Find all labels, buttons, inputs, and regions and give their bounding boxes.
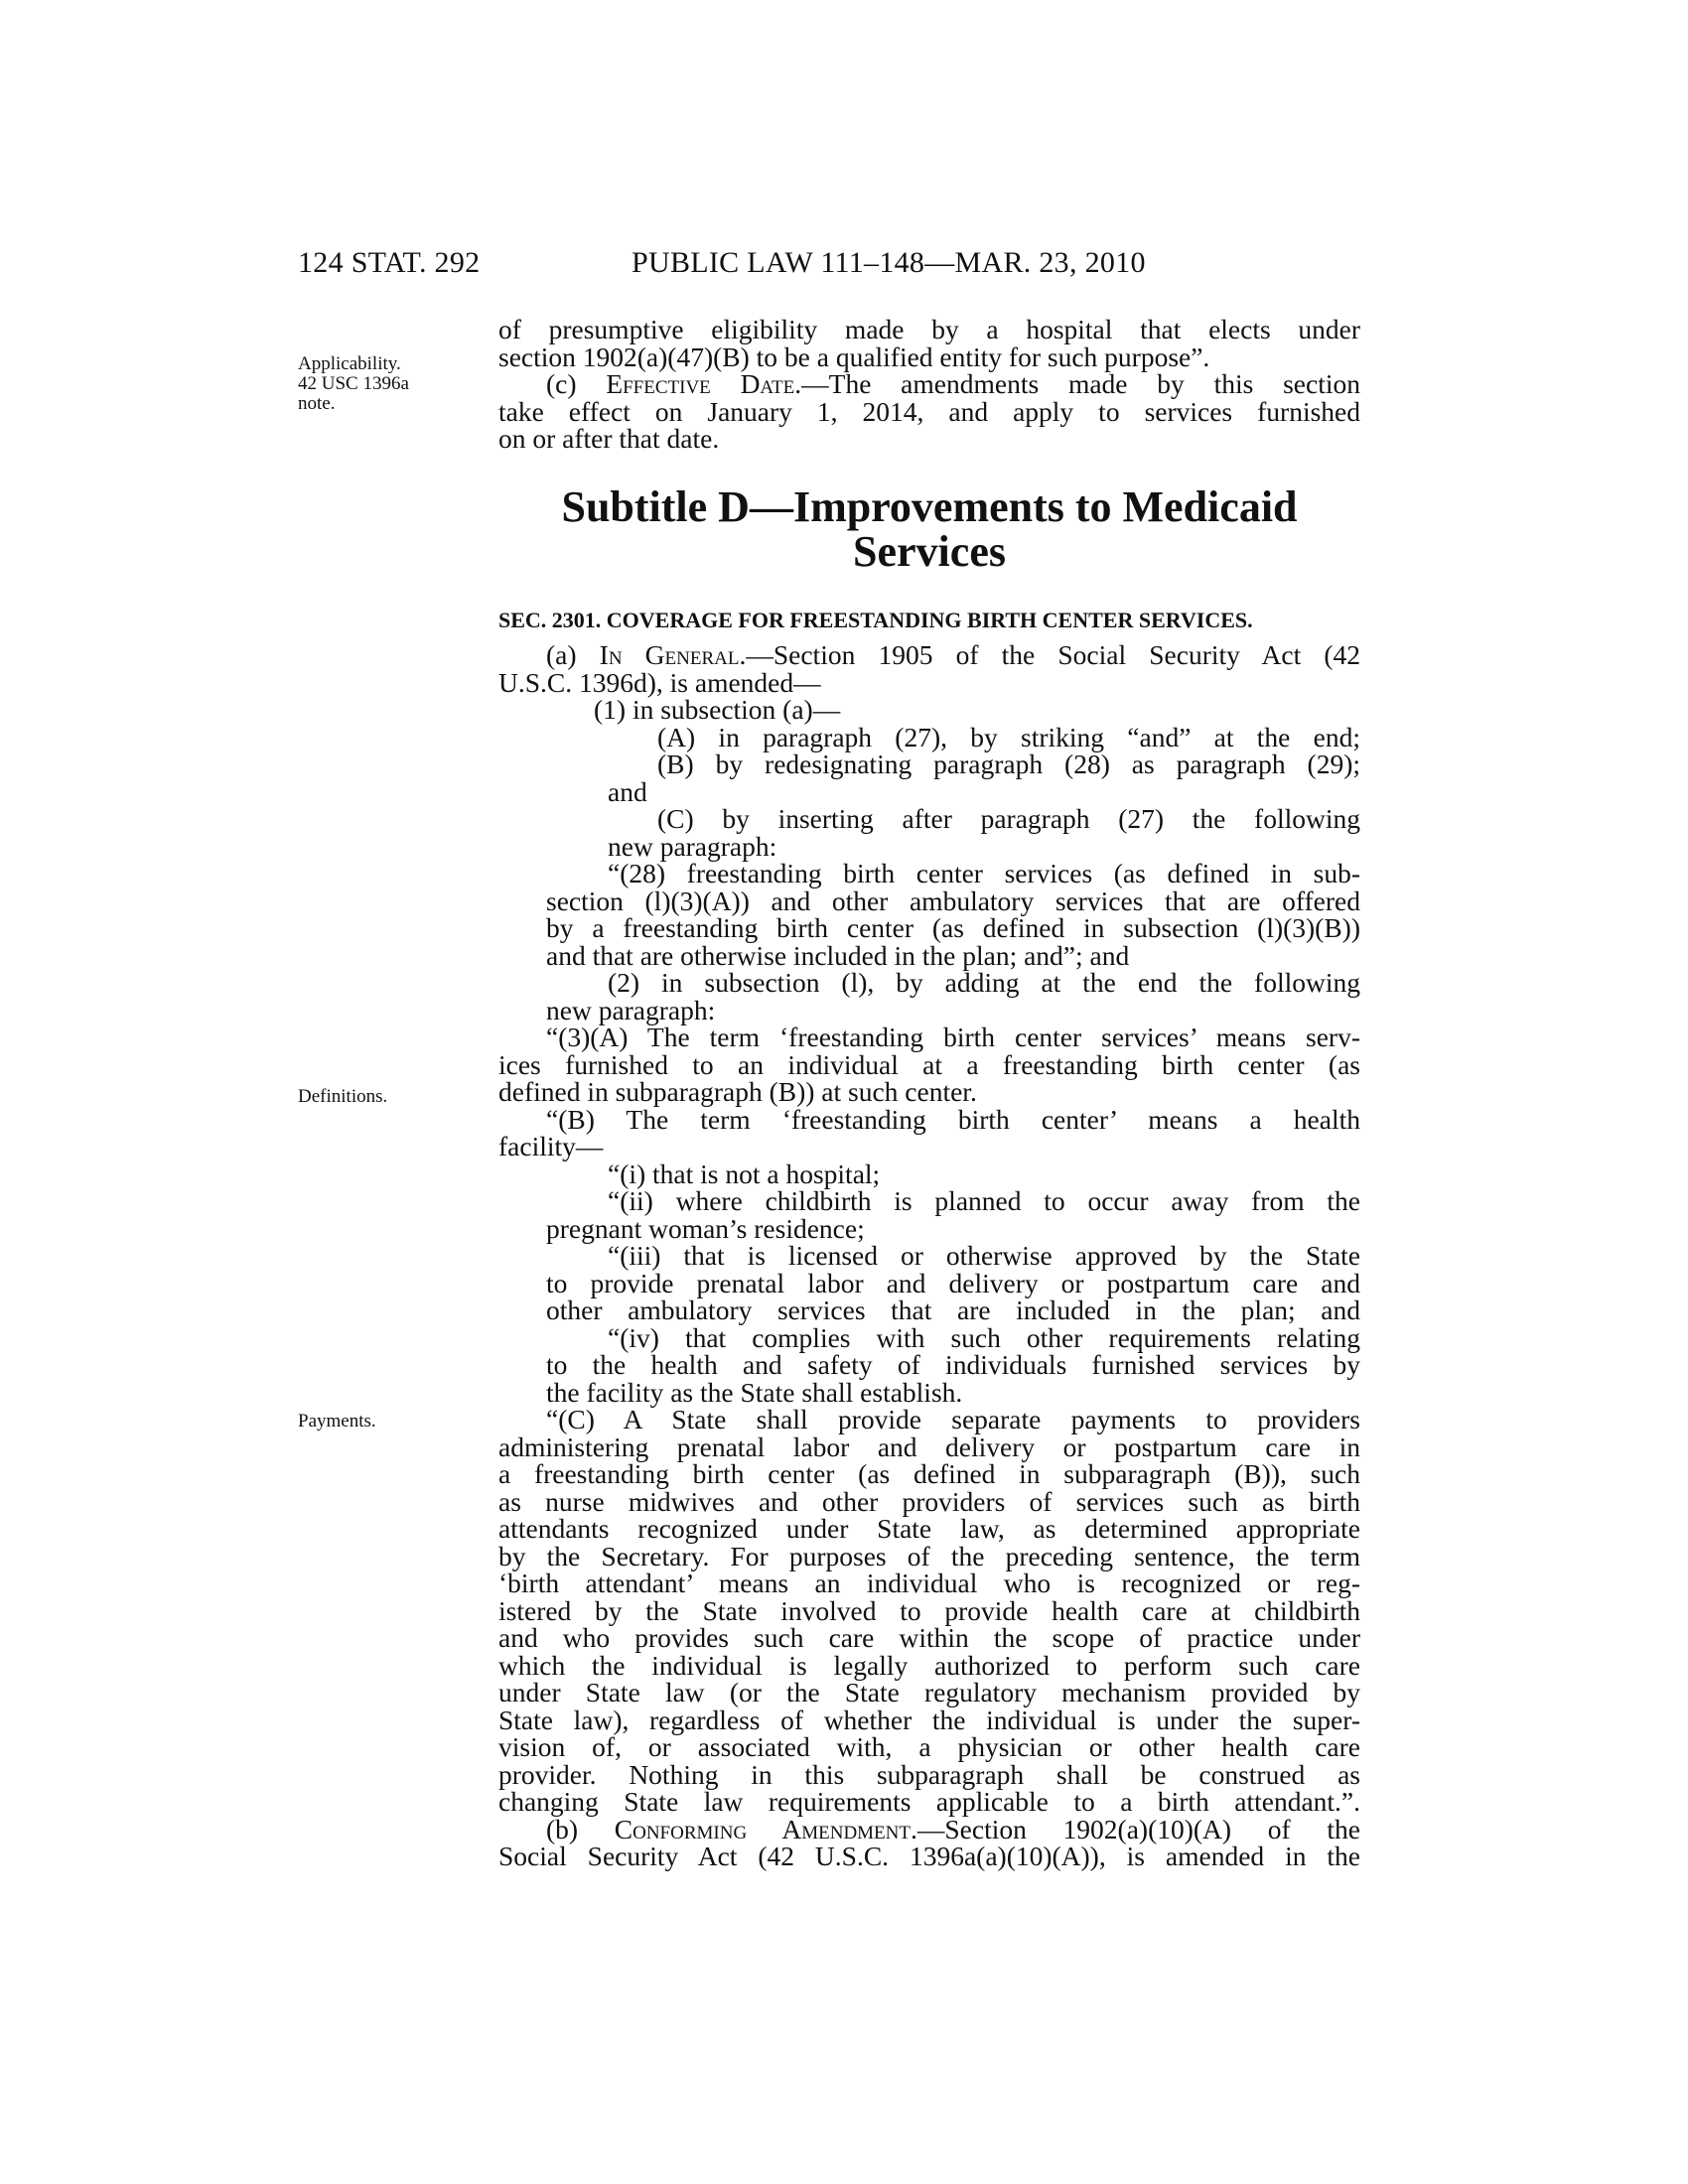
text-line: under State law (or the State regulatory mechanism provided by	[498, 1677, 1360, 1707]
text-line: “(3)(A) The term ‘freestanding birth center services’ means serv-	[546, 1022, 1360, 1052]
text-line: and that are otherwise included in the plan; and”; and	[546, 939, 1130, 971]
text-line: “(i) that is not a hospital;	[608, 1158, 881, 1189]
text: —The amendments made by this section	[801, 368, 1360, 399]
in-general-heading: In General.	[599, 639, 747, 670]
page-reference: 124 STAT. 292	[298, 246, 481, 279]
text-line: as nurse midwives and other providers of services such as birth	[498, 1485, 1360, 1517]
text-line: by a freestanding birth center (as defined in subsection (l)(3)(B))	[546, 912, 1360, 943]
text-line: new paragraph:	[608, 830, 777, 862]
text-line: which the individual is legally authorized to perform such care	[498, 1649, 1360, 1681]
subsection-a	[498, 641, 1360, 669]
section-body	[498, 641, 1360, 1870]
text-line: and	[608, 775, 647, 807]
text-line: (1) in subsection (a)—	[594, 694, 841, 725]
text-line: “(B) The term ‘freestanding birth center’ means a health	[546, 1103, 1360, 1135]
text-line: “(28) freestanding birth center services (as defined in sub-	[608, 858, 1360, 888]
margin-note-applicability	[298, 354, 457, 414]
text-line: section 1902(a)(47)(B) to be a qualified entity for such purpose”.	[498, 341, 1210, 372]
running-header: PUBLIC LAW 111–148—MAR. 23, 2010	[632, 246, 1146, 279]
text-line: (2) in subsection (l), by adding at the end the following	[608, 967, 1360, 998]
text-line: and who provides such care within the scope of practice under	[498, 1622, 1360, 1653]
text-line: other ambulatory services that are included in the plan; and	[546, 1295, 1360, 1325]
label: (b)	[546, 1813, 615, 1844]
text-line: (B) by redesignating paragraph (28) as paragraph (29);	[657, 749, 1360, 779]
text-line: “(iv) that complies with such other requirements relating	[608, 1321, 1360, 1353]
effective-date-heading: Effective Date.	[606, 368, 802, 399]
text-line: facility—	[498, 1131, 604, 1161]
label: (c)	[546, 368, 607, 399]
effective-date-paragraph	[498, 370, 1360, 398]
text-line: attendants recognized under State law, as determined appropriate	[498, 1513, 1360, 1544]
text-line: changing State law requirements applicable to a birth attendant.”.	[498, 1786, 1360, 1817]
text-line: take effect on January 1, 2014, and apply to services furnished	[498, 395, 1360, 427]
margin-note-applicability-label: Applicability.	[298, 353, 401, 374]
subtitle-line: Subtitle D—Improvements to Medicaid	[561, 482, 1298, 531]
section-heading: SEC. 2301. COVERAGE FOR FREESTANDING BIRTH CENTER SERVICES.	[498, 608, 1253, 632]
label: (a)	[546, 639, 600, 670]
text-line: istered by the State involved to provide health care at childbirth	[498, 1594, 1360, 1626]
text-line: by the Secretary. For purposes of the preceding sentence, the term	[498, 1540, 1360, 1571]
text-line: “(C) A State shall provide separate payments to providers	[546, 1404, 1360, 1434]
text-line: provider. Nothing in this subparagraph shall be construed as	[498, 1758, 1360, 1790]
text-line: the facility as the State shall establish.	[546, 1376, 963, 1408]
text-line: to provide prenatal labor and delivery or postpartum care and	[546, 1267, 1360, 1298]
text: —Section 1905 of the Social Security Act (42	[746, 639, 1360, 670]
margin-note-payments: Payments.	[298, 1411, 376, 1432]
margin-note-note: note.	[298, 393, 336, 414]
text-line: new paragraph:	[546, 994, 716, 1025]
subsection-b	[498, 1813, 1360, 1844]
continued-text	[498, 316, 1360, 453]
text-line: ‘birth attendant’ means an individual who is recognized or reg-	[498, 1568, 1360, 1598]
subtitle-heading	[498, 484, 1360, 574]
text-line: State law), regardless of whether the individual is under the super-	[498, 1704, 1360, 1735]
text: —Section 1902(a)(10)(A) of the	[916, 1813, 1360, 1844]
text-line: ices furnished to an individual at a freestanding birth center (as	[498, 1048, 1360, 1080]
text-line: “(iii) that is licensed or otherwise approved by the State	[608, 1240, 1360, 1271]
text-line: pregnant woman’s residence;	[546, 1212, 865, 1244]
text-line: to the health and safety of individuals furnished services by	[546, 1349, 1360, 1380]
text-line: vision of, or associated with, a physician or other health care	[498, 1731, 1360, 1762]
text-line: administering prenatal labor and delivery or postpartum care in	[498, 1431, 1360, 1462]
text-line: Social Security Act (42 U.S.C. 1396a(a)(10)(A)), is amended in the	[498, 1841, 1360, 1871]
text-line: a freestanding birth center (as defined in subparagraph (B)), such	[498, 1458, 1360, 1489]
subtitle-line: Services	[853, 527, 1006, 576]
text-line: defined in subparagraph (B)) at such center.	[498, 1076, 977, 1107]
text-line: section (l)(3)(A)) and other ambulatory services that are offered	[546, 885, 1360, 916]
text-line: U.S.C. 1396d), is amended—	[498, 666, 821, 698]
conforming-amendment-heading: Conforming Amendment.	[614, 1813, 917, 1844]
margin-note-definitions: Definitions.	[298, 1086, 388, 1107]
margin-note-usc: 42 USC 1396a	[298, 373, 409, 394]
text-line: (A) in paragraph (27), by striking “and” at the end;	[657, 721, 1360, 752]
text-line: on or after that date.	[498, 423, 720, 454]
text-line: (C) by inserting after paragraph (27) the following	[657, 803, 1360, 834]
text-line: of presumptive eligibility made by a hospital that elects under	[498, 314, 1360, 344]
text-line: “(ii) where childbirth is planned to occur away from the	[608, 1185, 1360, 1216]
